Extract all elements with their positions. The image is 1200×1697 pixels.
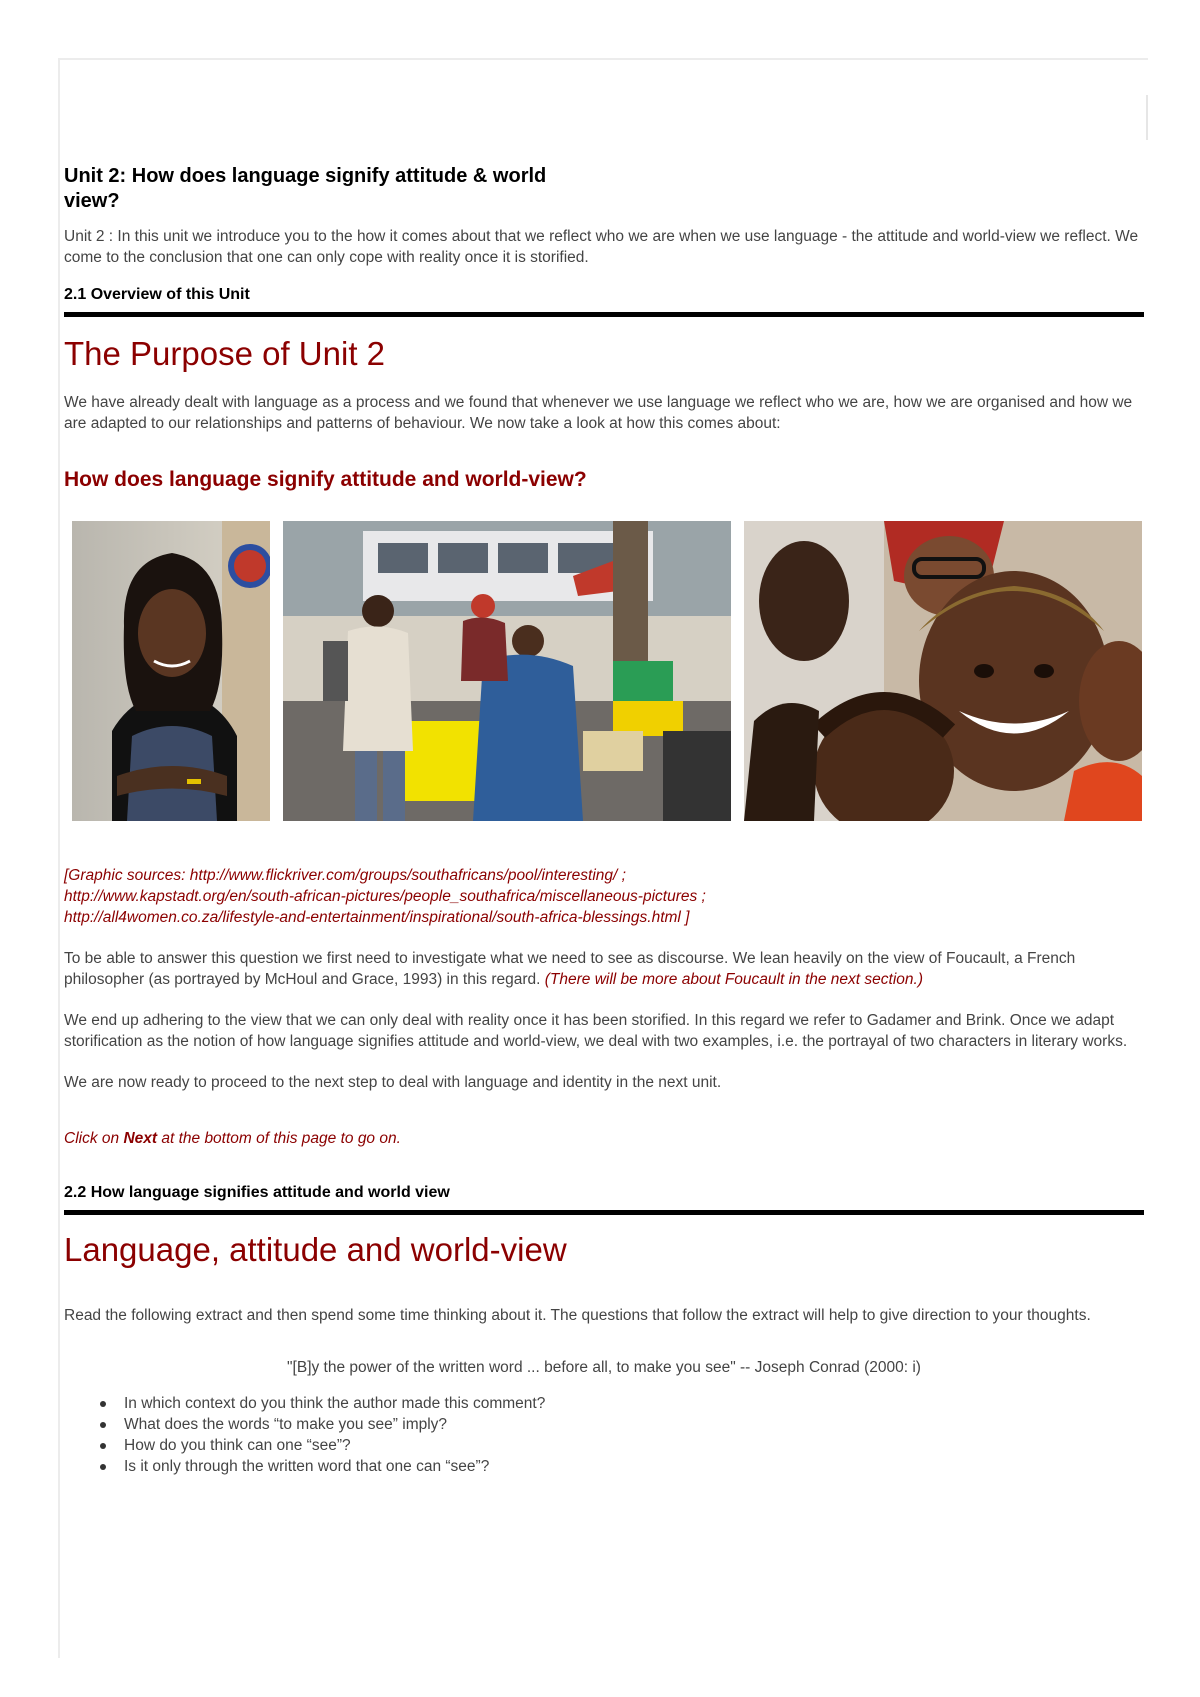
click-next-suffix: at the bottom of this page to go on.	[157, 1130, 401, 1147]
unit-description: Unit 2 : In this unit we introduce you to the how it comes about that we reflect who we are when we use language - the attitude and world-view we reflect. We come to the conclusion that one can only cope with reality once it is storified.	[64, 228, 1139, 266]
reflection-questions	[64, 1393, 1144, 1477]
next-emphasis: Next	[123, 1130, 158, 1147]
list-item: What does the words “to make you see” imply?	[64, 1414, 1144, 1435]
unit-title: Unit 2: How does language signify attitude & world view?	[64, 165, 547, 212]
storified-paragraph: We end up adhering to the view that we can only deal with reality once it has been storified. In this regard we refer to Gadamer and Brink. Once we adapt storification as the notion of how language signifies attitude and world-view, we deal with two examples, i.e. the portrayal of two characters in literary works.	[64, 1012, 1128, 1050]
section-heading-overview: 2.1 Overview of this Unit	[64, 286, 250, 303]
list-item: How do you think can one “see”?	[64, 1435, 1144, 1456]
language-attitude-title: Language, attitude and world-view	[64, 1231, 567, 1268]
page-frame-right	[1146, 95, 1148, 140]
question-subtitle: How does language signify attitude and world-view?	[64, 468, 587, 491]
click-next-instruction	[64, 1128, 1144, 1149]
foucault-text: To be able to answer this question we first need to investigate what we need to see as discourse. We lean heavily on the view of Foucault, a French philosopher (as portrayed by McHoul and Grace, 1993) in this regard.	[64, 950, 1076, 988]
purpose-title: The Purpose of Unit 2	[64, 335, 386, 372]
foucault-paragraph	[64, 948, 1144, 990]
photo-strip	[64, 521, 1144, 821]
list-item: In which context do you think the author made this comment?	[64, 1393, 1144, 1414]
conrad-quote: "[B]y the power of the written word ... before all, to make you see" -- Joseph Conrad (2000: i)	[287, 1359, 921, 1376]
graphic-source-line: http://all4women.co.za/lifestyle-and-entertainment/inspirational/south-africa-blessings.html ]	[64, 909, 690, 926]
page-frame-left	[58, 58, 60, 1658]
graphic-source-line: http://www.kapstadt.org/en/south-african-pictures/people_southafrica/miscellaneous-pictures ;	[64, 888, 706, 905]
section-divider	[64, 312, 1144, 317]
graphic-source-line: [Graphic sources: http://www.flickriver.com/groups/southafricans/pool/interesting/ ;	[64, 867, 626, 884]
purpose-intro: We have already dealt with language as a process and we found that whenever we use language we reflect who we are, how we are organised and how we are adapted to our relationships and patterns of behaviour. We now take a look at how this comes about:	[64, 394, 1133, 432]
extract-intro: Read the following extract and then spend some time thinking about it. The questions that follow the extract will help to give direction to your thoughts.	[64, 1307, 1091, 1324]
next-step-paragraph: We are now ready to proceed to the next step to deal with language and identity in the next unit.	[64, 1074, 722, 1091]
click-next-prefix: Click on	[64, 1130, 124, 1147]
section-divider	[64, 1210, 1144, 1215]
foucault-note: (There will be more about Foucault in the next section.)	[544, 971, 923, 988]
page-frame-top	[58, 58, 1148, 60]
graphic-sources	[64, 865, 1144, 928]
photo-young-woman	[72, 521, 270, 821]
page-content	[64, 164, 1144, 1477]
photo-street-market	[283, 521, 731, 821]
list-item: Is it only through the written word that one can “see”?	[64, 1456, 1144, 1477]
section-heading-attitude: 2.2 How language signifies attitude and world view	[64, 1184, 450, 1201]
photo-children	[744, 521, 1142, 821]
